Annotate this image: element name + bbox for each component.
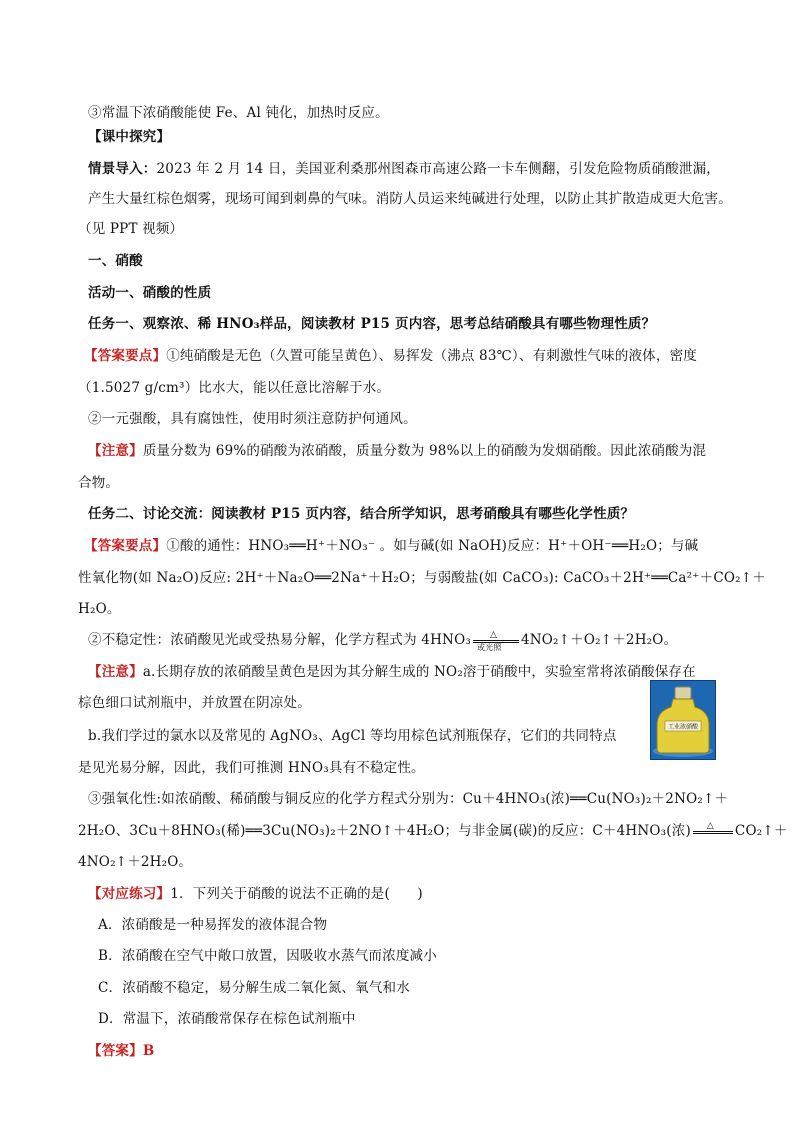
- text-span: 2H₂O、3Cu＋8HNO₃(稀)══3Cu(NO₃)₂＋2NO↑＋4H₂O；与非金属(碳)的反应：C＋4HNO₃(浓): [78, 823, 691, 839]
- text-line: [84, 536, 698, 556]
- activity-heading: 活动一、硝酸的性质: [88, 285, 212, 301]
- bottle-icon: [651, 681, 715, 759]
- text-line: [88, 159, 720, 179]
- note-label: 【注意】: [88, 443, 143, 459]
- text-span: 4NO₂↑＋O₂↑＋2H₂O。: [520, 632, 678, 648]
- answer-label: 【答案】: [88, 1043, 143, 1059]
- text-line: 性氧化物(如 Na₂O)反应: 2H⁺＋Na₂O══2Na⁺＋H₂O；与弱酸盐(如 CaCO₃): CaCO₃＋2H⁺══Ca²⁺＋CO₂↑＋: [78, 570, 766, 586]
- text-line: b.我们学过的氯水以及常见的 AgNO₃、AgCl 等均用棕色试剂瓶保存，它们的共同特点: [88, 728, 617, 744]
- text-line: 棕色细口试剂瓶中，并放置在阴凉处。: [78, 695, 311, 711]
- text-span: CO₂↑＋: [734, 823, 788, 839]
- option-b: B．浓硝酸在空气中敞口放置，因吸收水蒸气而浓度减小: [98, 948, 437, 964]
- text-span: 2023 年 2 月 14 日，美国亚利桑那州图森市高速公路一卡车侧翻，引发危险物质硝酸泄漏，: [156, 161, 720, 177]
- text-line: 是见光易分解，因此，我们可推测 HNO₃具有不稳定性。: [78, 760, 425, 776]
- text-line: 4NO₂↑＋2H₂O。: [78, 854, 193, 870]
- text-line: [78, 821, 788, 841]
- answer-label: 【答案要点】: [84, 348, 167, 364]
- text-line: [84, 346, 697, 366]
- text-line: H₂O。: [78, 601, 121, 617]
- task-heading: 任务二、讨论交流：阅读教材 P15 页内容，结合所学知识，思考硝酸具有哪些化学性质？: [88, 506, 635, 522]
- equation-bar: [693, 831, 733, 832]
- equation-bar: [473, 640, 519, 641]
- text-line: （1.5027 g/cm³）比水大，能以任意比溶解于水。: [78, 380, 391, 396]
- section-heading: 一、硝酸: [88, 253, 143, 269]
- text-line: [88, 441, 706, 461]
- scene-intro-label: 情景导入：: [88, 161, 157, 177]
- note-label: 【注意】: [88, 664, 143, 680]
- task-heading: 任务一、观察浓、稀 HNO₃样品，阅读教材 P15 页内容，思考总结硝酸具有哪些物理性质？: [88, 316, 656, 332]
- heat-symbol: △: [489, 629, 498, 640]
- text-span: ②不稳定性：浓硝酸见光或受热易分解，化学方程式为 4HNO₃: [88, 632, 471, 648]
- reaction-condition: [693, 820, 733, 839]
- condition-label: 或光照: [476, 642, 502, 652]
- equation-bar: [693, 833, 733, 834]
- reaction-condition: [473, 629, 519, 652]
- text-line: （见 PPT 视频）: [78, 221, 184, 237]
- text-span: a.长期存放的浓硝酸呈黄色是因为其分解生成的 NO₂溶于硝酸中，实验室常将浓硝酸保存在: [142, 664, 696, 680]
- heat-symbol: △: [706, 820, 715, 831]
- text-line: 合物。: [78, 475, 120, 491]
- bottle-label: 工业浓硝酸: [667, 723, 699, 731]
- answer-value: B: [142, 1043, 155, 1059]
- text-line: [88, 1041, 154, 1061]
- text-span: ①酸的通性：HNO₃══H⁺＋NO₃⁻ 。如与碱(如 NaOH)反应：H⁺＋OH⁻══H₂O；与碱: [166, 538, 699, 554]
- option-a: A．浓硝酸是一种易挥发的液体混合物: [98, 917, 328, 933]
- answer-label: 【答案要点】: [84, 538, 167, 554]
- option-d: D．常温下，浓硝酸常保存在棕色试剂瓶中: [98, 1011, 356, 1027]
- text-span: ①纯硝酸是无色（久置可能呈黄色）、易挥发（沸点 83℃）、有刺激性气味的液体，密度: [166, 348, 697, 364]
- text-line: [88, 662, 696, 682]
- text-line: ③强氧化性:如浓硝酸、稀硝酸与铜反应的化学方程式分别为：Cu＋4HNO₃(浓)══Cu(NO₃)₂＋2NO₂↑＋: [88, 791, 729, 807]
- text-line: ②一元强酸，具有腐蚀性，使用时须注意防护何通风。: [88, 411, 417, 427]
- text-span: 质量分数为 69%的硝酸为浓硝酸，质量分数为 98%以上的硝酸为发烟硝酸。因此浓硝酸为混: [142, 443, 707, 459]
- nitric-acid-bottle-image: [650, 680, 716, 760]
- question-text: 1．下列关于硝酸的说法不正确的是( ): [170, 886, 423, 902]
- option-c: C．浓硝酸不稳定，易分解生成二氧化氮、氧气和水: [98, 980, 410, 996]
- text-line: ③常温下浓硝酸能使 Fe、Al 钝化，加热时反应。: [88, 105, 389, 121]
- text-line: [88, 630, 677, 650]
- section-heading: 【课中探究】: [88, 129, 171, 145]
- text-line: 产生大量红棕色烟雾，现场可闻到刺鼻的气味。消防人员运来纯碱进行处理，以防止其扩散造成更大危害。: [88, 191, 732, 207]
- exercise-label: 【对应练习】: [88, 886, 171, 902]
- text-line: [88, 884, 423, 904]
